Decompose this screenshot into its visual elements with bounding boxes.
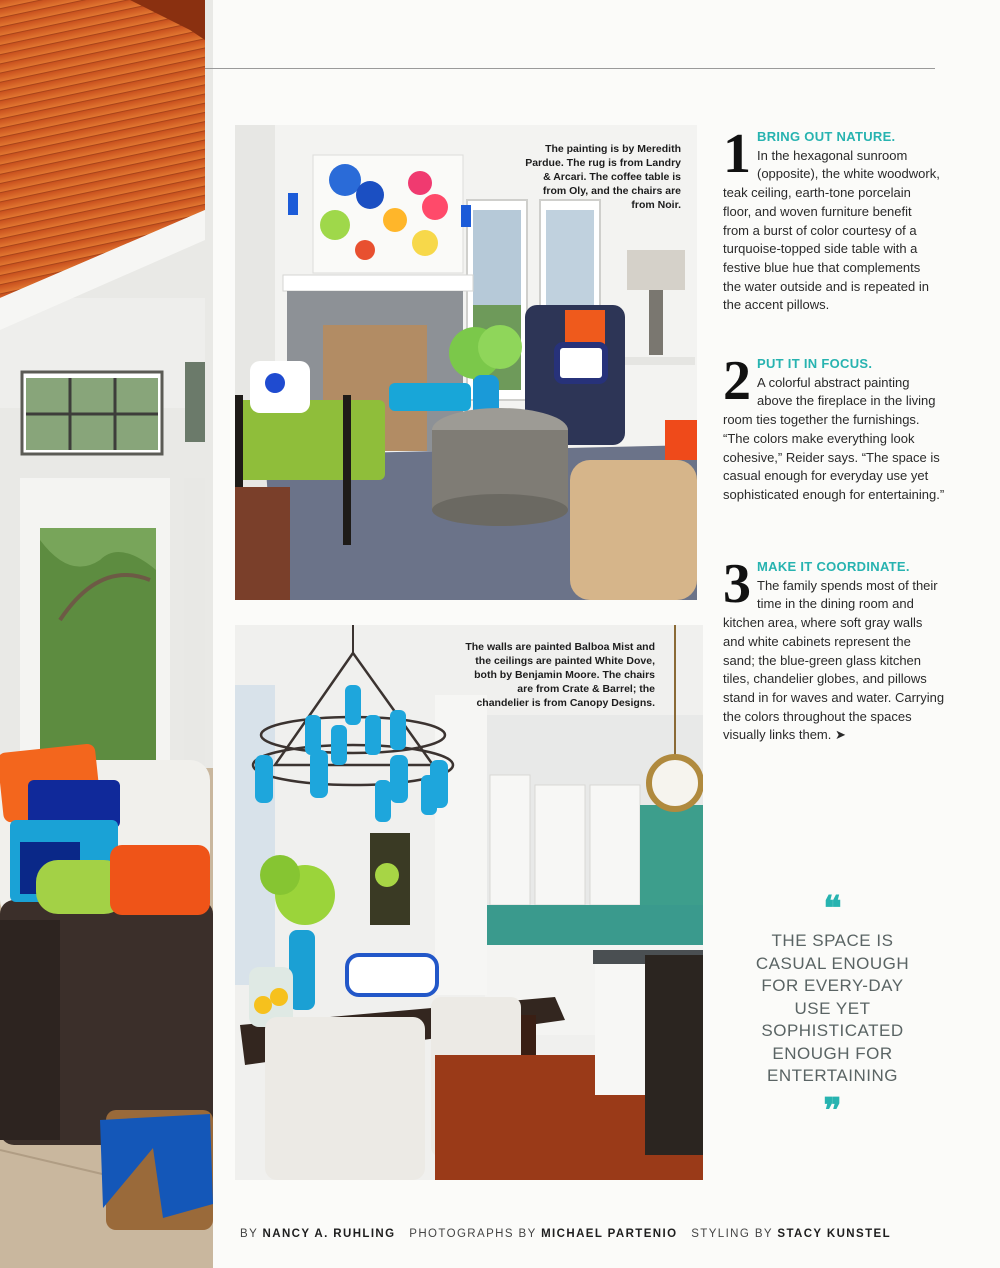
by-label: BY (240, 1228, 258, 1240)
tip-body: The family spends most of their time in the dining room and kitchen area, where soft gray walls and white cabinets represent the sand; the blue-green glass kitchen tiles, chandelier globes, and pillows stand in for waves and water. Carrying the colors throughout the spaces visually links them. ➤ (723, 577, 945, 743)
byline (240, 1228, 891, 1240)
tip-body: A colorful abstract painting above the fireplace in the living room ties together the furnishings. “The colors make everything look cohesive,” Reider says. “The space is casual enough for everyday use yet sophisticated enough for entertaining.” (723, 374, 945, 502)
living-room-caption: The painting is by Meredith Pardue. The rug is from Landry & Arcari. The coffee table is from Oly, and the chairs are from Noir. (525, 143, 681, 211)
stylist-name: STACY KUNSTEL (777, 1228, 891, 1240)
header-rule (205, 68, 935, 69)
author-name: NANCY A. RUHLING (262, 1228, 396, 1240)
tip-heading: MAKE IT COORDINATE. (757, 559, 910, 574)
tip-heading: PUT IT IN FOCUS. (757, 356, 873, 371)
open-quote-icon: ❝ (823, 891, 842, 928)
close-quote-icon: ❞ (823, 1092, 842, 1130)
sunroom-photo (0, 0, 213, 1268)
styling-label: STYLING BY (691, 1228, 773, 1240)
dining-room-caption: The walls are painted Balboa Mist and the ceilings are painted White Dove, both by Benjamin Moore. The chairs are from Crate & Barrel; the chandelier is from Canopy Designs. (465, 641, 655, 709)
tip-number: 1 (723, 123, 751, 185)
tip-1 (723, 123, 941, 315)
tip-text (723, 553, 945, 745)
tip-2 (723, 350, 945, 505)
pull-quote (745, 891, 920, 1130)
tip-3 (723, 553, 945, 745)
living-room-photo (235, 125, 697, 600)
tip-text (723, 123, 941, 315)
photographer-name: MICHAEL PARTENIO (541, 1228, 678, 1240)
tip-body: In the hexagonal sunroom (opposite), the white woodwork, teak ceiling, earth-tone porcelain floor, and woven furniture benefit from a burst of color courtesy of a turquoise-topped side table with a festive blue hue that complements the water outside and is repeated in the accent pillows. (723, 147, 940, 313)
tip-text (723, 350, 945, 505)
tip-number: 3 (723, 553, 751, 615)
tip-number: 2 (723, 350, 751, 412)
pull-quote-text: THE SPACE IS CASUAL ENOUGH FOR EVERY-DAY USE YET SOPHISTICATED ENOUGH FOR ENTERTAINING (755, 931, 910, 1085)
tip-heading: BRING OUT NATURE. (757, 129, 896, 144)
photos-label: PHOTOGRAPHS BY (409, 1228, 537, 1240)
dining-room-photo (235, 625, 703, 1180)
